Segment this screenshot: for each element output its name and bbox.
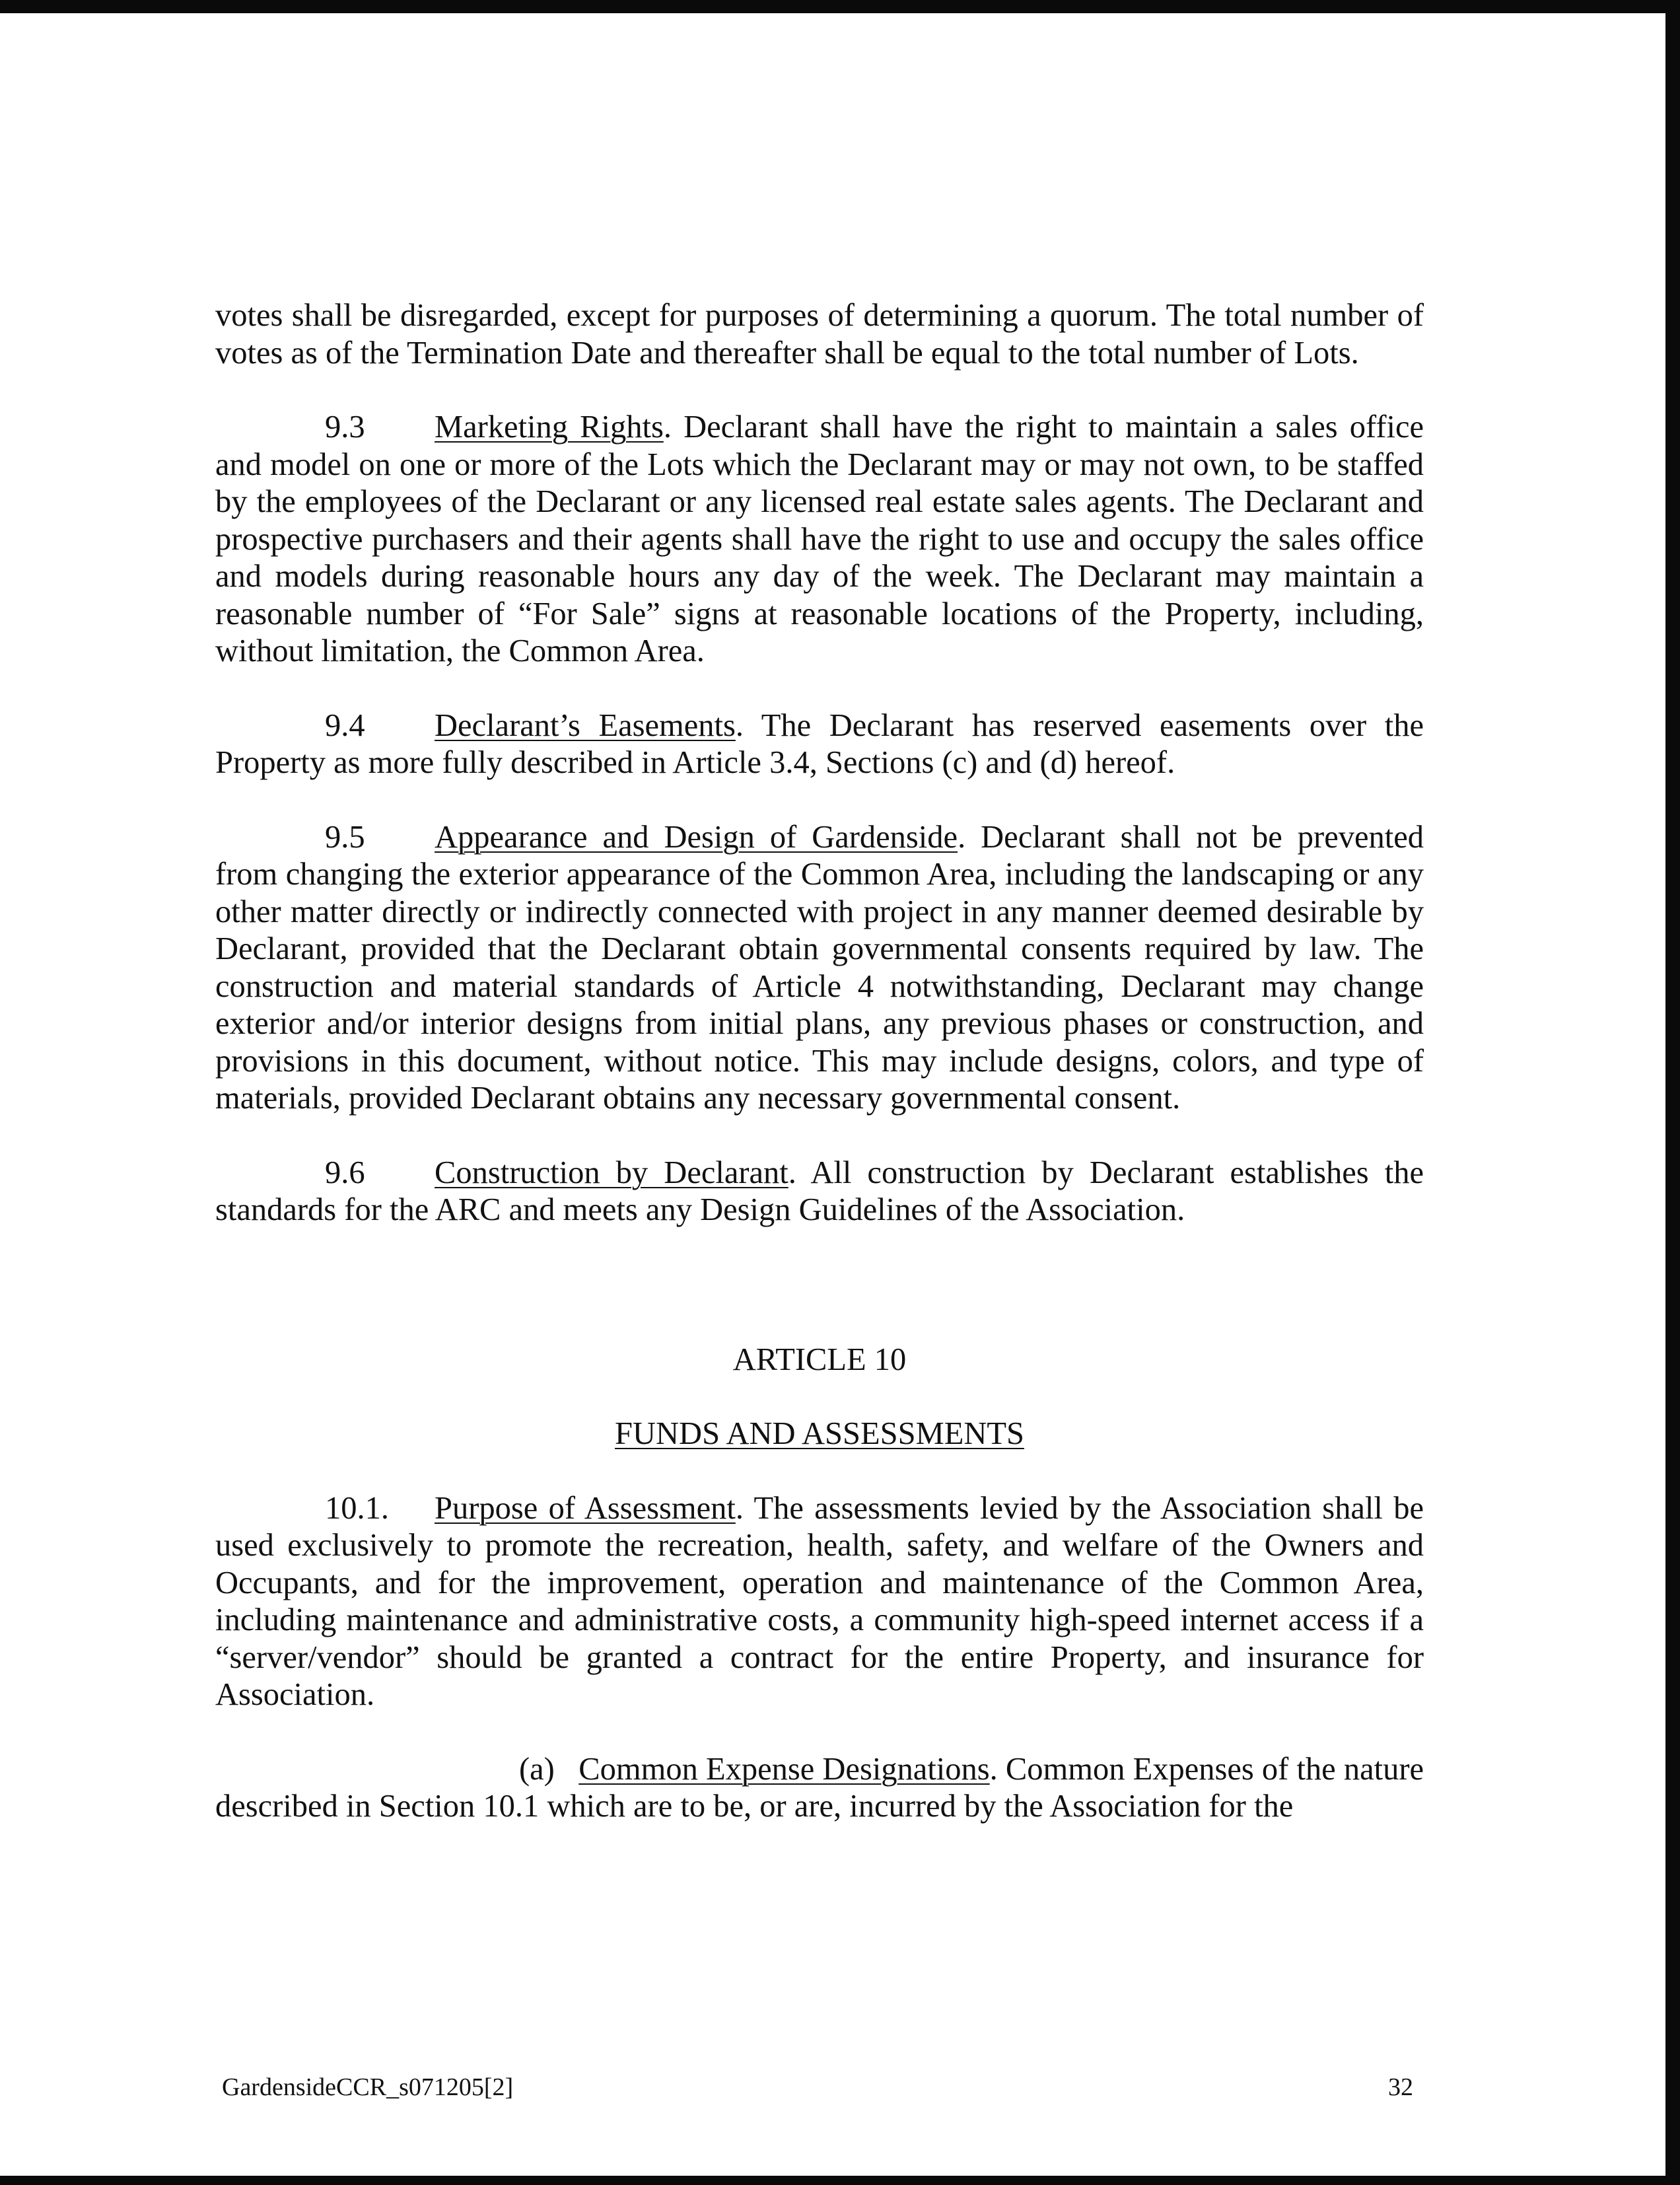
footer-page-number: 32 (1388, 2073, 1413, 2101)
section-title: Purpose of Assessment (435, 1490, 736, 1526)
section-number: 9.3 (325, 410, 365, 445)
document-page (215, 297, 1424, 1826)
section-number: 10.1. (325, 1490, 389, 1526)
section-10-1 (215, 1490, 1424, 1714)
continuation-paragraph: votes shall be disregarded, except for purposes of determining a quorum. The total number of votes as of the Termination Date and thereafter shall be equal to the total number of Lots. (215, 298, 1424, 371)
section-text: . Declarant shall not be prevented from changing the exterior appearance of the Common Area, including the landscaping or any other matter directly or indirectly connected with project in any manner deemed desirable by Declarant, provided that the Declarant obtain governmental consents required by law. The construction and material standards of Article 4 notwithstanding, Declarant may change exterior and/or interior designs from initial plans, any previous phases or construction, and provisions in this document, without notice. This may include designs, colors, and type of materials, provided Declarant obtains any necessary governmental consent. (215, 819, 1424, 1116)
section-9-5 (215, 819, 1424, 1118)
section-10-1-a (215, 1751, 1424, 1826)
subsection-text: . Common Expenses of the nature described in Section 10.1 which are to be, or are, incurred by the Association for the (215, 1751, 1424, 1824)
article-subheading: FUNDS AND ASSESSMENTS (615, 1416, 1024, 1451)
section-9-6 (215, 1155, 1424, 1229)
section-text: . Declarant shall have the right to maintain a sales office and model on one or more of the Lots which the Declarant may or may not own, to be staffed by the employees of the Declarant or any licensed real estate sales agents. The Declarant and prospective purchasers and their agents shall have the right to use and occupy the sales office and models during reasonable hours any day of the week. The Declarant may maintain a reasonable number of “For Sale” signs at reasonable locations of the Property, including, without limitation, the Common Area. (215, 410, 1424, 668)
scan-border-top (0, 0, 1680, 13)
scan-border-bottom (0, 2176, 1680, 2185)
subsection-number: (a) (519, 1751, 555, 1787)
footer-filename: GardensideCCR_s071205[2] (222, 2073, 514, 2101)
section-text: . The Declarant has reserved easements over the Property as more fully described in Article 3.4, Sections (c) and (d) hereof. (215, 707, 1424, 780)
subsection-title: Common Expense Designations (578, 1751, 990, 1787)
section-number: 9.5 (325, 819, 365, 855)
section-number: 9.4 (325, 707, 365, 743)
section-title: Construction by Declarant (435, 1155, 788, 1190)
article-heading: ARTICLE 10 (732, 1342, 907, 1377)
section-title: Marketing Rights (435, 410, 664, 445)
section-text: . The assessments levied by the Association shall be used exclusively to promote the recreation, health, safety, and welfare of the Owners and Occupants, and for the improvement, operation and maintenance of the Common Area, including maintenance and administrative costs, a community high-speed internet access if a “server/vendor” should be granted a contract for the entire Property, and insurance for Association. (215, 1490, 1424, 1712)
section-text: . All construction by Declarant establishes the standards for the ARC and meets any Design Guidelines of the Association. (215, 1155, 1424, 1227)
scan-border-right (1665, 0, 1680, 2185)
section-number: 9.6 (325, 1155, 365, 1190)
section-title: Appearance and Design of Gardenside (435, 819, 958, 855)
section-9-3 (215, 409, 1424, 670)
section-title: Declarant’s Easements (435, 707, 736, 743)
section-9-4 (215, 707, 1424, 782)
